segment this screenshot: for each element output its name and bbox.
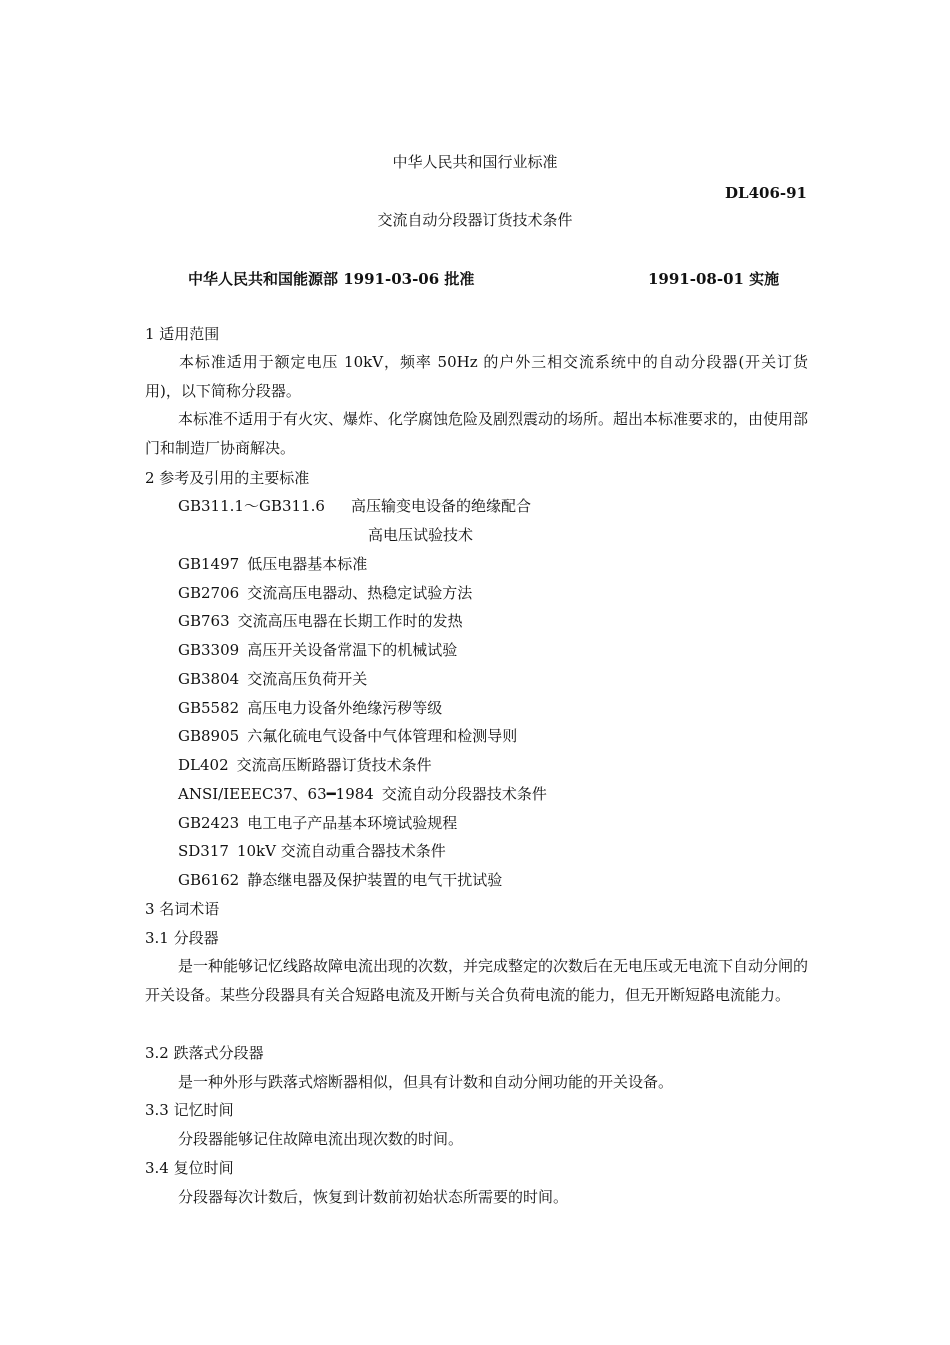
reference-item: GB1497 低压电器基本标准	[178, 555, 368, 573]
reference-item: GB3804 交流高压负荷开关	[178, 670, 368, 688]
reference-title: 高压输变电设备的绝缘配合	[351, 497, 532, 515]
reference-item: SD317 10kV 交流自动重合器技术条件	[178, 842, 446, 860]
section-1-paragraph-1: 本标准适用于额定电压 10kV，频率 50Hz 的户外三相交流系统中的自动分段器(开关订货用)，以下简称分段器。	[145, 353, 808, 400]
reference-item: DL402 交流高压断路器订货技术条件	[178, 756, 432, 774]
reference-item: GB763 交流高压电器在长期工作时的发热	[178, 612, 463, 630]
section-1-paragraph-2: 本标准不适用于有火灾、爆炸、化学腐蚀危险及剧烈震动的场所。超出本标准要求的，由使用部门和制造厂协商解决。	[145, 410, 809, 457]
reference-item: GB3309 高压开关设备常温下的机械试验	[178, 641, 458, 659]
reference-item: GB2423 电工电子产品基本环境试验规程	[178, 814, 458, 832]
section-3-1-heading: 3.1 分段器	[145, 929, 219, 947]
section-3-2-text: 是一种外形与跌落式熔断器相似，但具有计数和自动分闸功能的开关设备。	[178, 1073, 674, 1091]
section-3-3-text: 分段器能够记住故障电流出现次数的时间。	[178, 1130, 464, 1148]
reference-item: GB2706 交流高压电器动、热稳定试验方法	[178, 584, 473, 602]
reference-title: 高电压试验技术	[368, 526, 474, 544]
reference-item: ANSI/IEEEC37、63━1984 交流自动分段器技术条件	[178, 785, 547, 803]
section-2-heading: 2 参考及引用的主要标准	[145, 469, 310, 487]
section-3-3-heading: 3.3 记忆时间	[145, 1101, 234, 1119]
approval-line: 中华人民共和国能源部 1991-03-06 批准	[188, 270, 475, 288]
standard-type: 中华人民共和国行业标准	[392, 153, 558, 171]
section-3-1-text: 是一种能够记忆线路故障电流出现的次数，并完成整定的次数后在无电压或无电流下自动分闸的开关设备。某些分段器具有关合短路电流及开断与关合负荷电流的能力，但无开断短路电流能力。	[145, 957, 809, 1004]
reference-item: GB8905 六氟化硫电气设备中气体管理和检测导则	[178, 727, 518, 745]
section-3-2-heading: 3.2 跌落式分段器	[145, 1044, 264, 1062]
section-1-heading: 1 适用范围	[145, 325, 220, 343]
reference-item: GB311.1～GB311.6	[178, 497, 325, 515]
section-3-4-text: 分段器每次计数后，恢复到计数前初始状态所需要的时间。	[178, 1188, 569, 1206]
reference-item: GB6162 静态继电器及保护装置的电气干扰试验	[178, 871, 503, 889]
section-3-heading: 3 名词术语	[145, 900, 220, 918]
section-3-4-heading: 3.4 复位时间	[145, 1159, 234, 1177]
document-title: 交流自动分段器订货技术条件	[377, 211, 573, 229]
effective-date: 1991-08-01 实施	[648, 270, 780, 288]
standard-code: DL406-91	[725, 184, 807, 202]
reference-item: GB5582 高压电力设备外绝缘污秽等级	[178, 699, 443, 717]
